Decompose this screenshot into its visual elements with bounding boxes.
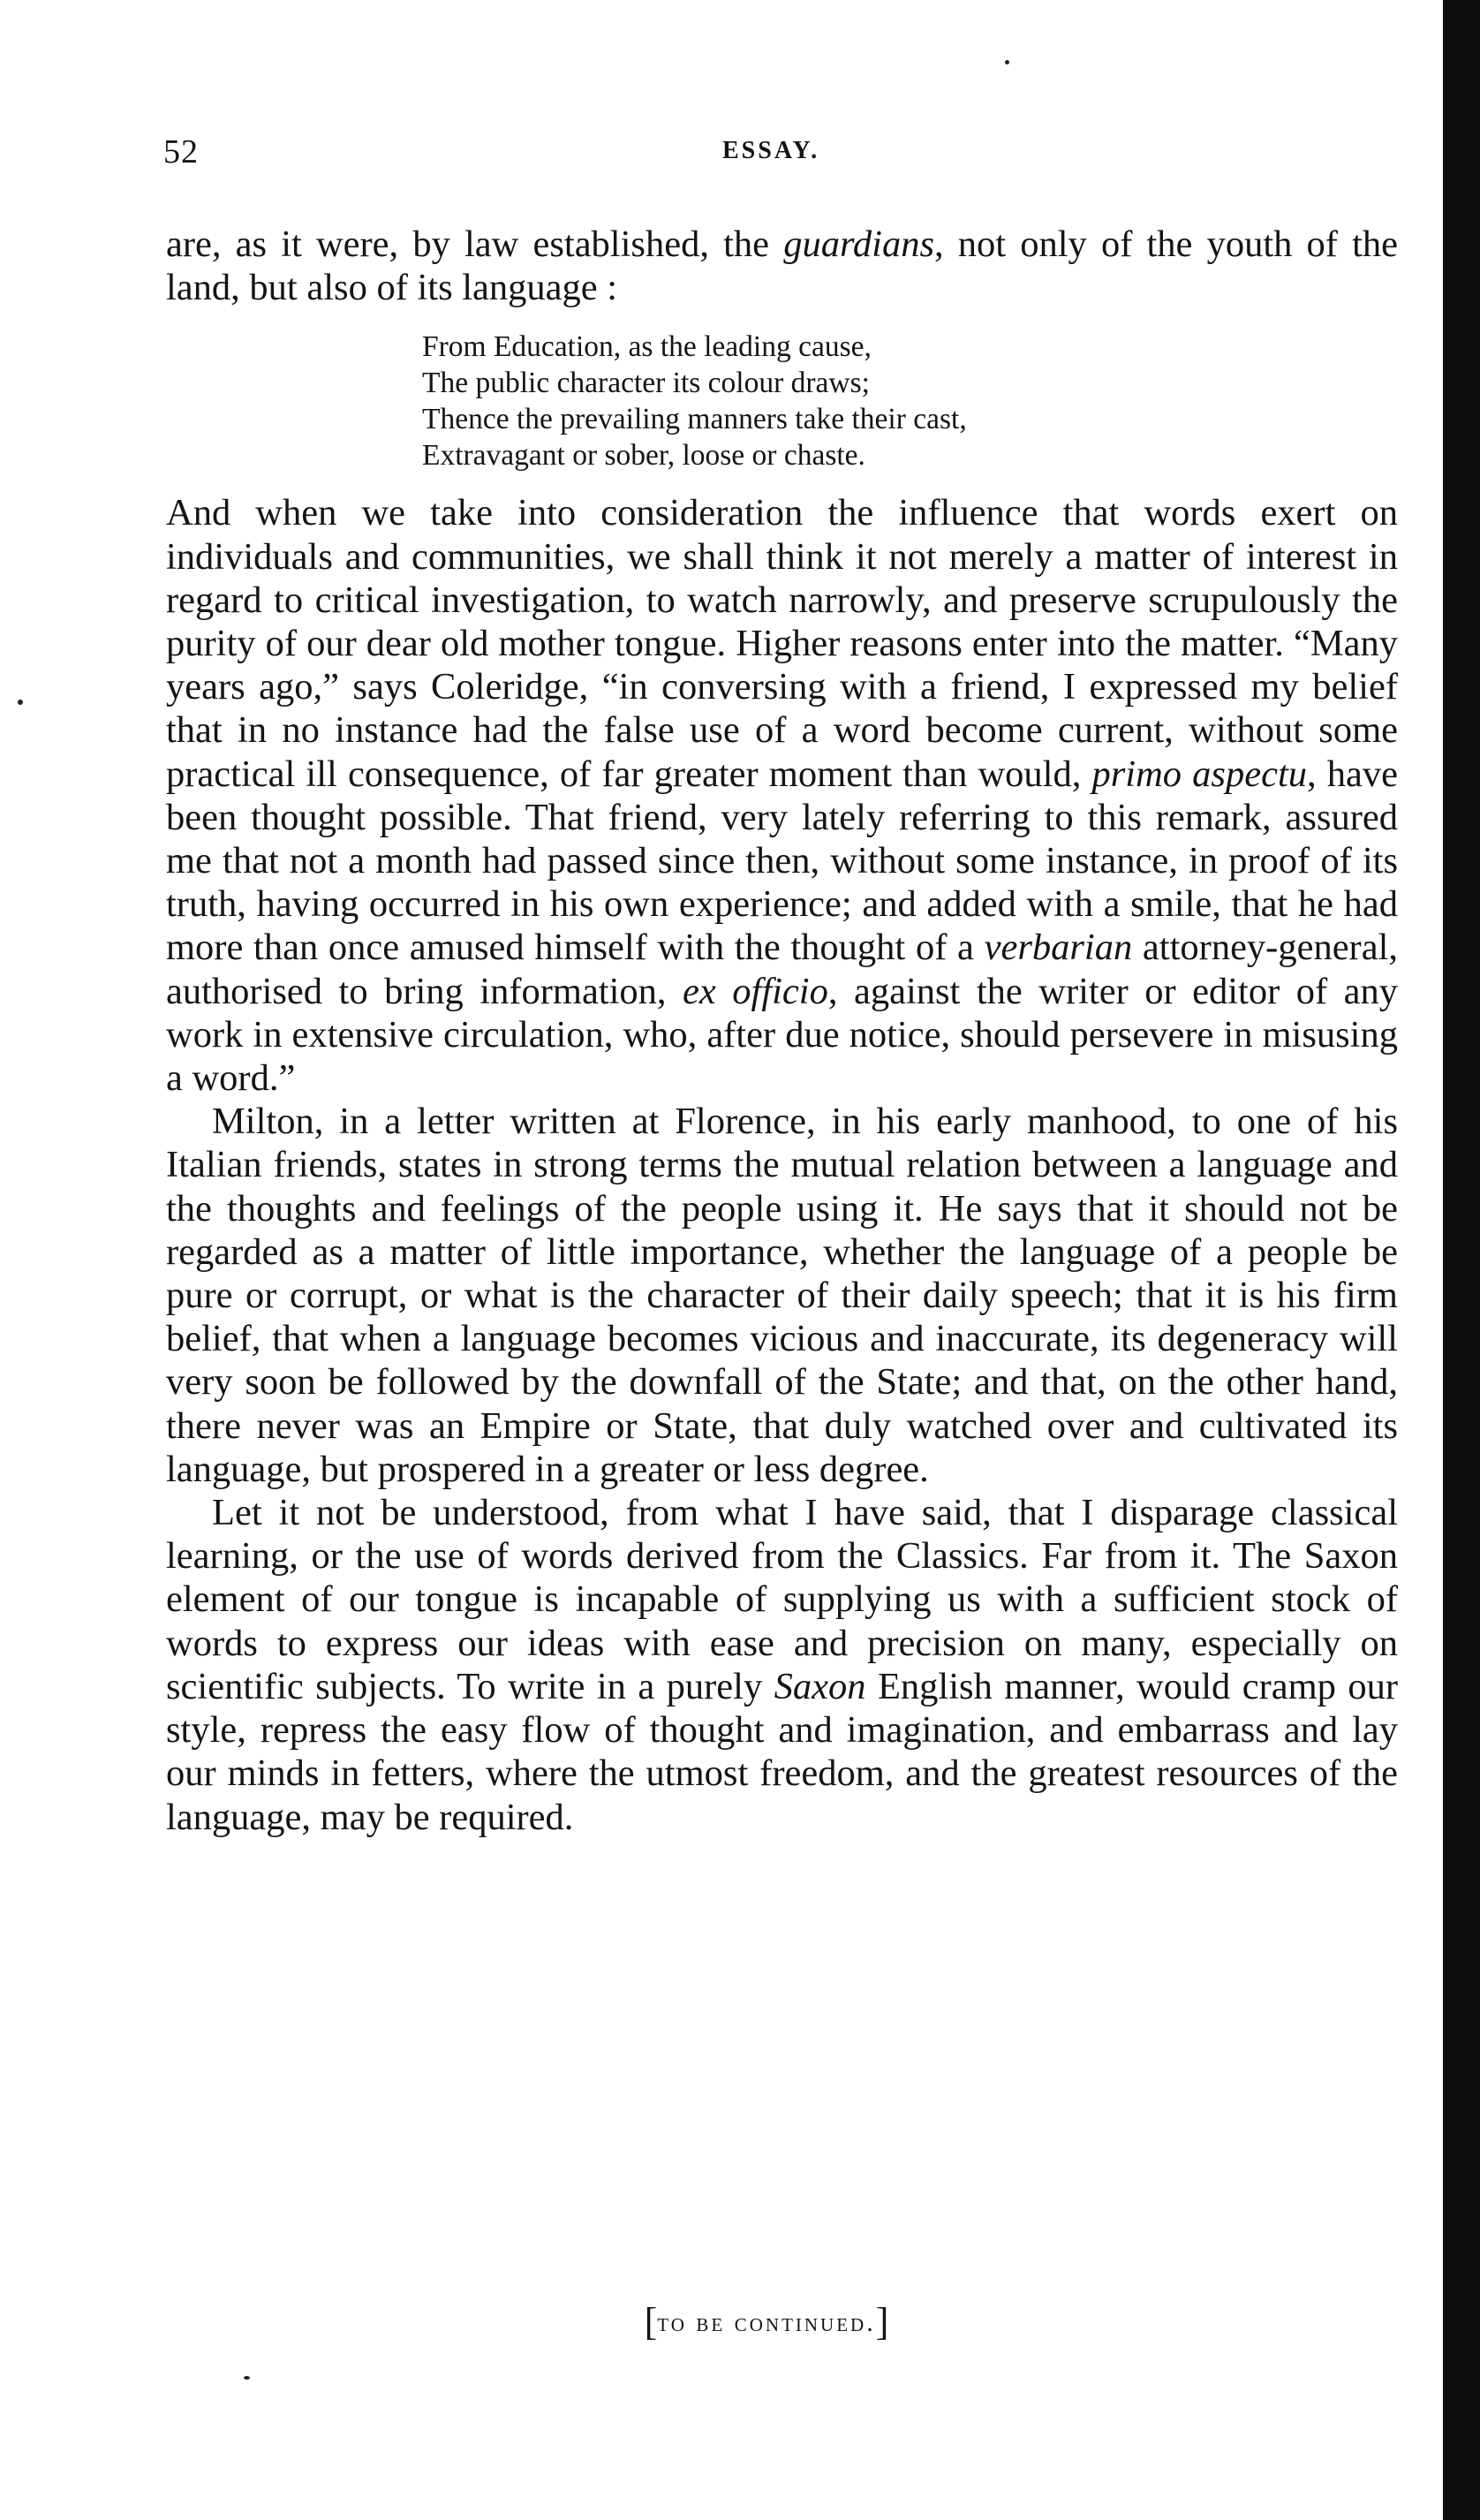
paragraph-2 bbox=[166, 491, 1398, 1100]
paragraph-1 bbox=[166, 223, 1398, 309]
scan-speck bbox=[1005, 60, 1009, 64]
verse-quotation bbox=[422, 329, 1173, 473]
scan-speck bbox=[244, 2376, 250, 2380]
paragraph-3: Milton, in a letter written at Florence, in his early manhood, to one of his Italian friends, states in strong terms the mutual relation between a language and the thoughts and feelings of the people using it. He says that it should not be regarded as a matter of little importance, whether the language of a people be pure or corrupt, or what is the character of their daily speech; that it is his firm belief, that when a language becomes vicious and inaccurate, its degeneracy will very soon be followed by the downfall of the State; and that, on the other hand, there never was an Empire or State, that duly watched over and cultivated its language, but prospered in a greater or less degree. bbox=[166, 1101, 1398, 1490]
paragraph-4-italic: Saxon bbox=[774, 1665, 866, 1707]
page-number: 52 bbox=[163, 133, 199, 170]
paragraph-2-text-d: , against the writer or editor of any work in extensive circulation, who, after due notice, should persevere in misusing a word.” bbox=[166, 970, 1398, 1100]
scan-edge-shadow bbox=[1443, 0, 1480, 2520]
paragraph-1-italic: guardians bbox=[783, 223, 934, 265]
scan-speck bbox=[18, 700, 23, 705]
paragraph-2-text-c: attorney-general, authorised to bring information, bbox=[166, 927, 1399, 1012]
continued-wrapper bbox=[645, 2299, 889, 2344]
to-be-continued-note bbox=[0, 2299, 1480, 2344]
running-title: ESSAY. bbox=[722, 137, 820, 164]
paragraph-4 bbox=[166, 1491, 1398, 1839]
paragraph-2-italic-c: ex officio bbox=[683, 970, 828, 1012]
continued-text: to be continued. bbox=[657, 2308, 876, 2337]
paragraph-2-italic-a: primo aspectu bbox=[1091, 753, 1307, 795]
paragraph-2-text-a: And when we take into consideration the influence that words exert on individuals and communities, we shall think it not merely a matter of interest in regard to critical investigation, to watch narrowly, and preserve scrupulously the purity of our dear old mother tongue. Higher reasons enter into the matter. “Many years ago,” says Coleridge, “in conversing with a friend, I expressed my belief that in no instance had the false use of a word become current, without some practical ill consequence, of far greater moment than would, bbox=[166, 492, 1398, 795]
verse-line: Thence the prevailing manners take their cast, bbox=[422, 403, 967, 436]
paragraph-4-text-a: Let it not be understood, from what I have said, that I disparage classical learning, or the use of words derived from the Classics. Far from it. The Saxon element of our tongue is incapable of supplying us with a sufficient stock of words to express our ideas with ease and precision on many, especially on scientific subjects. To write in a purely bbox=[166, 1492, 1398, 1707]
paragraph-2-italic-b: verbarian bbox=[984, 927, 1133, 969]
essay-text bbox=[166, 223, 1398, 1839]
verse-line: The public character its colour draws; bbox=[422, 367, 870, 400]
verse-line: From Education, as the leading cause, bbox=[422, 330, 872, 364]
verse-line: Extravagant or sober, loose or chaste. bbox=[422, 439, 865, 473]
paragraph-1-text-b: , not only of the youth of the land, but also of its language : bbox=[166, 223, 1398, 309]
paragraph-2-text-b: , have been thought possible. That friend, very lately referring to this remark, assured me that not a month had passed since then, without some instance, in proof of its truth, having occurred in his own experience; and added with a smile, that he had more than once amused himself with the thought of a bbox=[166, 753, 1398, 969]
bracket-close: ] bbox=[875, 2300, 889, 2343]
bracket-open: [ bbox=[644, 2300, 658, 2343]
paragraph-1-text-a: are, as it were, by law established, the bbox=[166, 223, 784, 265]
paragraph-4-text-b: English manner, would cramp our style, repress the easy flow of thought and imagination, and embarrass and lay our minds in fetters, where the utmost freedom, and the greatest resources of the language, may be required. bbox=[166, 1665, 1398, 1838]
